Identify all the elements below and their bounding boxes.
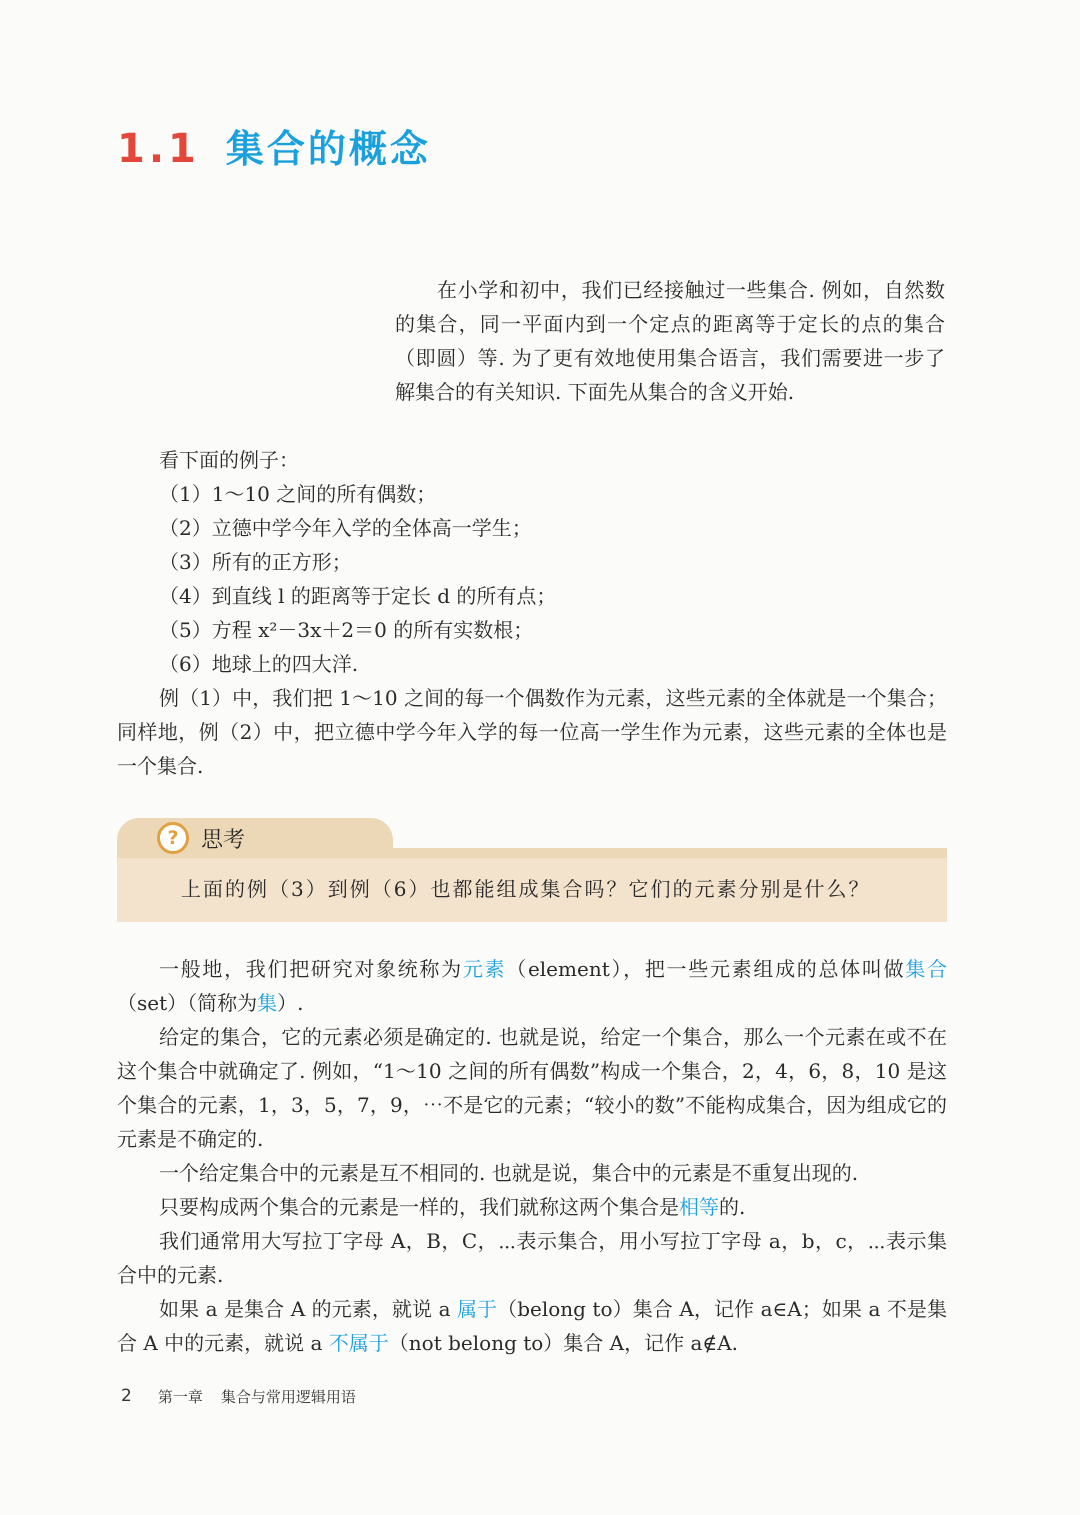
def-paragraph-distinct: 一个给定集合中的元素是互不相同的. 也就是说，集合中的元素是不重复出现的. bbox=[159, 1161, 859, 1185]
page-footer bbox=[121, 1386, 356, 1407]
think-body bbox=[117, 858, 947, 922]
examples-explanation: 例（1）中，我们把 1～10 之间的每一个偶数作为元素，这些元素的全体就是一个集合；同样地，例（2）中，把立德中学今年入学的每一位高一学生作为元素，这些元素的全体也是一个集合. bbox=[117, 686, 947, 778]
term-belong: 属于 bbox=[456, 1297, 498, 1321]
example-item: （3）所有的正方形； bbox=[159, 550, 352, 574]
section-title: 集合的概念 bbox=[225, 127, 431, 171]
example-item: （4）到直线 l 的距离等于定长 d 的所有点； bbox=[159, 584, 557, 608]
term-element: 元素 bbox=[462, 957, 507, 981]
def-paragraph-notation: 我们通常用大写拉丁字母 A，B，C，⋯表示集合，用小写拉丁字母 a，b，c，⋯表示集合中的元素. bbox=[117, 1229, 947, 1287]
page-number: 2 bbox=[121, 1386, 132, 1406]
intro-paragraph: 在小学和初中，我们已经接触过一些集合. 例如，自然数的集合，同一平面内到一个定点的距离等于定长的点的集合（即圆）等. 为了更有效地使用集合语言，我们需要进一步了解集合的有关知识. 下面先从集合的含义开始. bbox=[395, 278, 945, 404]
term-equal: 相等 bbox=[679, 1195, 719, 1219]
def-paragraph-equal: 只要构成两个集合的元素是一样的，我们就称这两个集合是相等的. bbox=[159, 1195, 746, 1219]
def-paragraph-membership: 如果 a 是集合 A 的元素，就说 a 属于（belong to）集合 A，记作 a∈A；如果 a 不是集合 A 中的元素，就说 a 不属于（not belong to）集合 A，记作 a∉A. bbox=[117, 1297, 947, 1355]
example-item: （1）1～10 之间的所有偶数； bbox=[159, 482, 437, 506]
example-item: （5）方程 x²－3x＋2＝0 的所有实数根； bbox=[159, 618, 534, 642]
think-tab bbox=[117, 818, 393, 858]
definition-block bbox=[117, 952, 947, 1360]
think-box bbox=[117, 818, 947, 922]
question-icon: ? bbox=[157, 822, 189, 854]
def-paragraph-determinate: 给定的集合，它的元素必须是确定的. 也就是说，给定一个集合，那么一个元素在或不在这个集合中就确定了. 例如，“1～10 之间的所有偶数”构成一个集合，2，4，6，8，10 是这个集合的元素，1，3，5，7，9，⋯不是它的元素；“较小的数”不能构成集合，因为组成它的元素是不确定的. bbox=[117, 1025, 947, 1151]
think-question: 上面的例（3）到例（6）也都能组成集合吗？它们的元素分别是什么？ bbox=[181, 877, 871, 901]
example-item: （6）地球上的四大洋. bbox=[159, 652, 359, 676]
section-number: 1.1 bbox=[117, 126, 200, 172]
term-not-belong: 不属于 bbox=[328, 1331, 389, 1355]
term-set: 集合 bbox=[905, 957, 947, 981]
examples-lead: 看下面的例子： bbox=[159, 448, 299, 472]
term-ji: 集 bbox=[257, 991, 278, 1015]
def-paragraph-element-set: 一般地，我们把研究对象统称为元素（element），把一些元素组成的总体叫做集合（set）（简称为集）. bbox=[117, 957, 947, 1015]
think-label: 思考 bbox=[201, 827, 246, 853]
chapter-title: 集合与常用逻辑用语 bbox=[220, 1388, 356, 1406]
examples-block bbox=[117, 443, 947, 783]
section-heading bbox=[117, 118, 431, 173]
chapter-number: 第一章 bbox=[157, 1388, 203, 1406]
example-item: （2）立德中学今年入学的全体高一学生； bbox=[159, 516, 532, 540]
